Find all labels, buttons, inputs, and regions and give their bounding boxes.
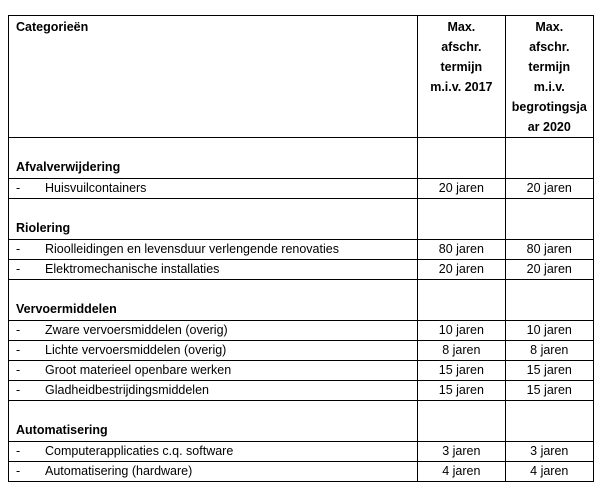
empty-cell [418,138,505,179]
header-2017-line: afschr. [441,40,482,54]
value-2020: 15 jaren [505,381,593,401]
header-category: Categorieën [9,16,418,138]
empty-cell [505,199,593,240]
value-2017: 10 jaren [418,321,505,341]
group-label: Afvalverwijdering [9,138,418,179]
group-row-vervoermiddelen [9,280,594,321]
item-label: Rioolleidingen en levensduur verlengende renovaties [45,242,339,256]
item-label: Huisvuilcontainers [45,181,147,195]
item-label-cell [9,240,418,260]
empty-cell [505,138,593,179]
item-label: Groot materieel openbare werken [45,363,232,377]
group-label: Automatisering [9,401,418,442]
table-row [9,381,594,401]
group-label: Riolering [9,199,418,240]
value-2020: 3 jaren [505,442,593,462]
bullet-dash: - [16,323,21,337]
table-row [9,240,594,260]
table-row [9,442,594,462]
value-2017: 15 jaren [418,361,505,381]
header-2017-line: termijn [440,60,483,74]
table-row [9,321,594,341]
empty-cell [418,199,505,240]
item-label: Zware vervoersmiddelen (overig) [45,323,228,337]
value-2017: 15 jaren [418,381,505,401]
table-row [9,260,594,280]
bullet-dash: - [16,444,21,458]
item-label: Gladheidbestrijdingsmiddelen [45,383,209,397]
table-row [9,179,594,199]
header-2017-line: Max. [447,20,476,34]
bullet-dash: - [16,363,21,377]
group-row-automatisering [9,401,594,442]
table-row [9,341,594,361]
table-row [9,462,594,482]
empty-cell [418,401,505,442]
value-2020: 15 jaren [505,361,593,381]
table-row [9,361,594,381]
value-2020: 80 jaren [505,240,593,260]
header-2020-line: afschr. [529,40,570,54]
value-2017: 20 jaren [418,260,505,280]
bullet-dash: - [16,181,21,195]
item-label-cell [9,179,418,199]
header-2020-line: Max. [535,20,564,34]
value-2017: 80 jaren [418,240,505,260]
group-row-afvalverwijdering [9,138,594,179]
value-2020: 10 jaren [505,321,593,341]
empty-cell [505,401,593,442]
item-label-cell [9,321,418,341]
header-row [9,16,594,138]
bullet-dash: - [16,262,21,276]
header-2017-line: m.i.v. 2017 [430,80,493,94]
item-label: Computerapplicaties c.q. software [45,444,234,458]
bullet-dash: - [16,242,21,256]
bullet-dash: - [16,383,21,397]
item-label-cell [9,381,418,401]
value-2017: 20 jaren [418,179,505,199]
value-2017: 8 jaren [418,341,505,361]
header-2017 [418,16,505,138]
empty-cell [505,280,593,321]
empty-cell [418,280,505,321]
item-label: Automatisering (hardware) [45,464,193,478]
group-row-riolering [9,199,594,240]
item-label-cell [9,341,418,361]
item-label: Lichte vervoersmiddelen (overig) [45,343,227,357]
item-label-cell [9,462,418,482]
value-2020: 20 jaren [505,179,593,199]
bullet-dash: - [16,464,21,478]
value-2017: 3 jaren [418,442,505,462]
header-2020-line: ar 2020 [527,120,571,134]
value-2017: 4 jaren [418,462,505,482]
header-2020-line: m.i.v. [533,80,565,94]
value-2020: 8 jaren [505,341,593,361]
item-label-cell [9,260,418,280]
header-2020-line: termijn [528,60,571,74]
value-2020: 4 jaren [505,462,593,482]
item-label-cell [9,361,418,381]
item-label: Elektromechanische installaties [45,262,220,276]
item-label-cell [9,442,418,462]
value-2020: 20 jaren [505,260,593,280]
group-label: Vervoermiddelen [9,280,418,321]
bullet-dash: - [16,343,21,357]
header-2020-line: begrotingsja [511,100,587,114]
header-2020 [505,16,593,138]
depreciation-table [8,15,594,482]
